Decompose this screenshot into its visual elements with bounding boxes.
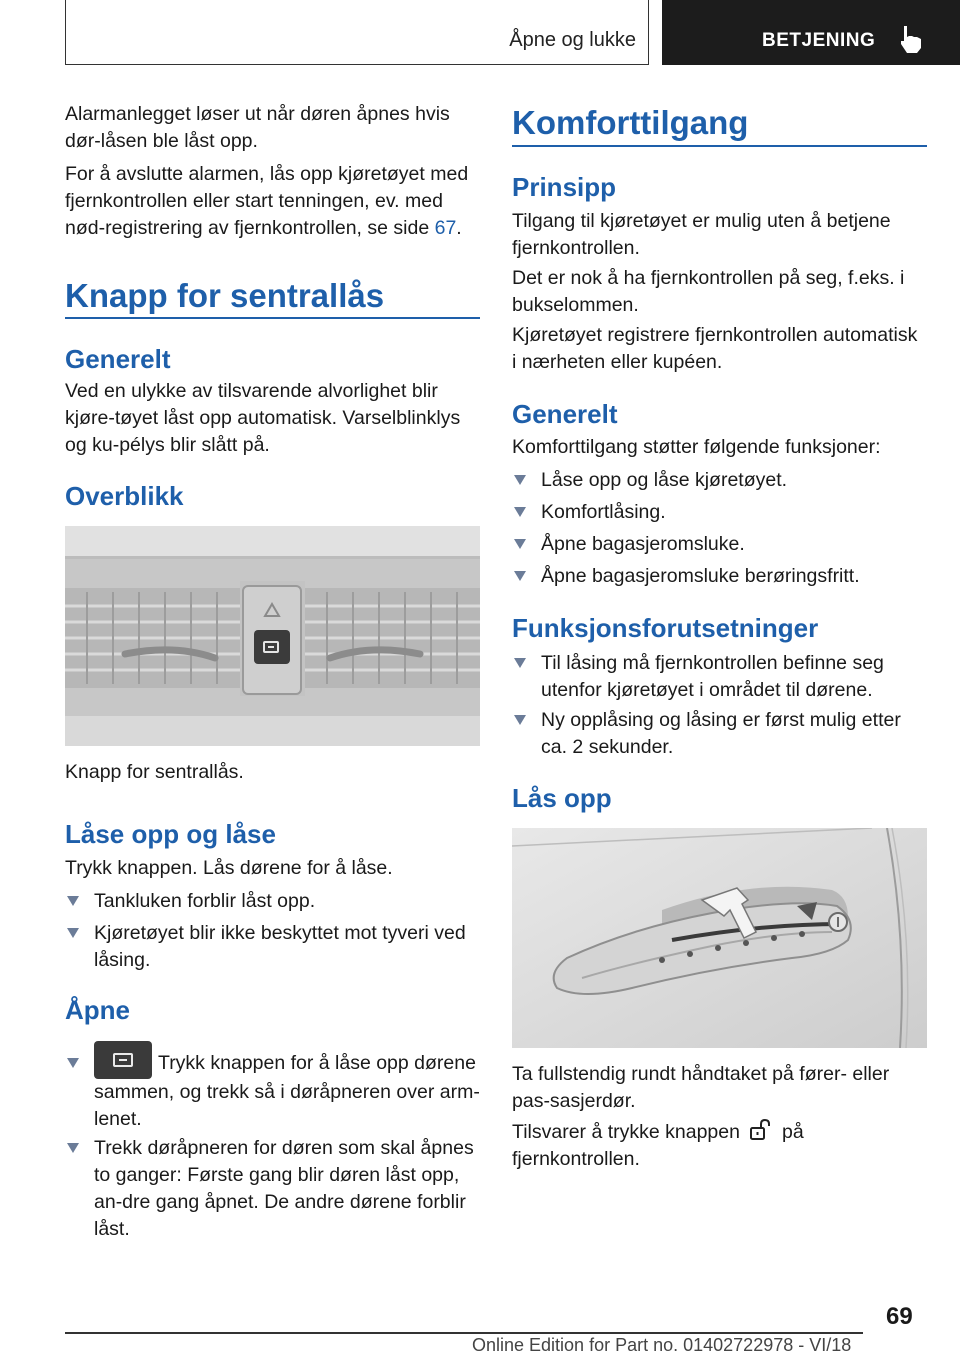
page-number: 69 — [886, 1303, 913, 1330]
triangle-bullet-icon — [514, 507, 526, 517]
alarm-off-text: For å avslutte alarmen, lås opp kjøretøyet med fjernkontrollen eller start tenningen, ev. med nød-registrering av fjernkontrollen, se side — [65, 163, 469, 239]
heading-las-opp: Lås opp — [512, 783, 612, 813]
list-item-text: Trykk knappen for å låse opp dørene sammen, og trekk så i døråpneren over arm-lenet. — [94, 1052, 480, 1130]
door-handle-photo — [512, 828, 927, 1048]
list-item-text: Kjøretøyet blir ikke beskyttet mot tyveri ved låsing. — [94, 922, 466, 971]
list-item-text: Åpne bagasjeromsluke. — [541, 533, 745, 555]
las-opp-paragraph-2 — [512, 1118, 932, 1173]
list-item-text: Til låsing må fjernkontrollen befinne seg utenfor kjøretøyet i området til dørene. — [541, 652, 884, 701]
list-item-text: Låse opp og låse kjøretøyet. — [541, 469, 788, 491]
list-item — [65, 920, 480, 974]
footer-edition: Online Edition for Part no. 01402722978 - VI/18 — [472, 1335, 852, 1355]
section-rule — [512, 145, 927, 147]
las-opp-text-a: Tilsvarer å trykke knappen — [512, 1121, 740, 1143]
unlock-padlock-icon — [741, 1118, 781, 1142]
triangle-bullet-icon — [514, 475, 526, 485]
triangle-bullet-icon — [514, 715, 526, 725]
triangle-bullet-icon — [67, 1058, 79, 1068]
lase-paragraph: Trykk knappen. Lås dørene for å låse. — [65, 857, 393, 879]
heading-lase-opp-og-lase: Låse opp og låse — [65, 819, 276, 849]
header-chapter-box — [662, 0, 960, 65]
list-item-text: Åpne bagasjeromsluke berøringsfritt. — [541, 565, 860, 587]
section-rule — [65, 317, 480, 319]
generelt-paragraph: Ved en ulykke av tilsvarende alvorlighet blir kjøre-tøyet låst opp automatisk. Varselblinklys og ku-pélys blir slått på. — [65, 380, 461, 456]
footer-rule — [65, 1332, 863, 1334]
triangle-bullet-icon — [67, 896, 79, 906]
central-lock-button-photo — [65, 526, 480, 746]
list-item — [512, 499, 927, 526]
triangle-bullet-icon — [67, 1143, 79, 1153]
list-item — [65, 1050, 480, 1133]
unlock-button-icon — [94, 1041, 152, 1079]
dashboard-vent-illustration — [65, 526, 480, 746]
list-item-text: Tankluken forblir låst opp. — [94, 890, 316, 912]
las-opp-paragraph-1: Ta fullstendig rundt håndtaket på fører- eller pas-sasjerdør. — [512, 1063, 890, 1112]
list-item — [512, 467, 927, 494]
heading-apne: Åpne — [65, 995, 130, 1025]
section-title-central-lock: Knapp for sentrallås — [65, 277, 385, 314]
list-item-text: Trekk døråpneren for døren som skal åpnes to ganger: Første gang blir døren låst opp, an-dre gang åpnet. De andre dørene forblir låst. — [94, 1137, 474, 1240]
heading-generelt: Generelt — [512, 399, 618, 429]
header-section-box — [65, 0, 649, 65]
heading-prinsipp: Prinsipp — [512, 172, 617, 202]
heading-generelt: Generelt — [65, 344, 171, 374]
triangle-bullet-icon — [514, 571, 526, 581]
prinsipp-paragraph-3: Kjøretøyet registrere fjernkontrollen automatisk i nærheten eller kupéen. — [512, 324, 918, 373]
prinsipp-paragraph-2: Det er nok å ha fjernkontrollen på seg, f.eks. i bukselommen. — [512, 267, 905, 316]
door-handle-illustration — [512, 828, 927, 1048]
list-item — [512, 650, 927, 704]
page-reference-link[interactable]: 67 — [434, 217, 457, 239]
photo-caption: Knapp for sentrallås. — [65, 761, 244, 783]
list-item-text: Ny opplåsing og låsing er først mulig etter ca. 2 sekunder. — [541, 709, 901, 758]
prinsipp-paragraph-1: Tilgang til kjøretøyet er mulig uten å betjene fjernkontrollen. — [512, 210, 891, 259]
section-title-komforttilgang: Komforttilgang — [512, 104, 749, 141]
pointing-hand-icon — [898, 24, 924, 54]
triangle-bullet-icon — [67, 928, 79, 938]
alarm-off-paragraph — [65, 161, 480, 242]
alarm-paragraph: Alarmanlegget løser ut når døren åpnes hvis dør-låsen ble låst opp. — [65, 103, 450, 152]
alarm-off-end: . — [456, 217, 462, 239]
list-item — [65, 888, 480, 915]
triangle-bullet-icon — [514, 658, 526, 668]
heading-overblikk: Overblikk — [65, 481, 184, 511]
list-item — [512, 707, 927, 761]
list-item — [512, 531, 927, 558]
heading-funksjonsforutsetninger: Funksjonsforutsetninger — [512, 613, 819, 643]
triangle-bullet-icon — [514, 539, 526, 549]
generelt-paragraph: Komforttilgang støtter følgende funksjoner: — [512, 436, 881, 458]
header-section-title: Åpne og lukke — [509, 29, 636, 51]
las-opp-text-b: på fjernkontrollen. — [512, 1121, 804, 1170]
list-item — [65, 1135, 480, 1243]
header-chapter-title: BETJENING — [762, 30, 876, 51]
list-item-text: Komfortlåsing. — [541, 501, 666, 523]
list-item — [512, 563, 927, 590]
